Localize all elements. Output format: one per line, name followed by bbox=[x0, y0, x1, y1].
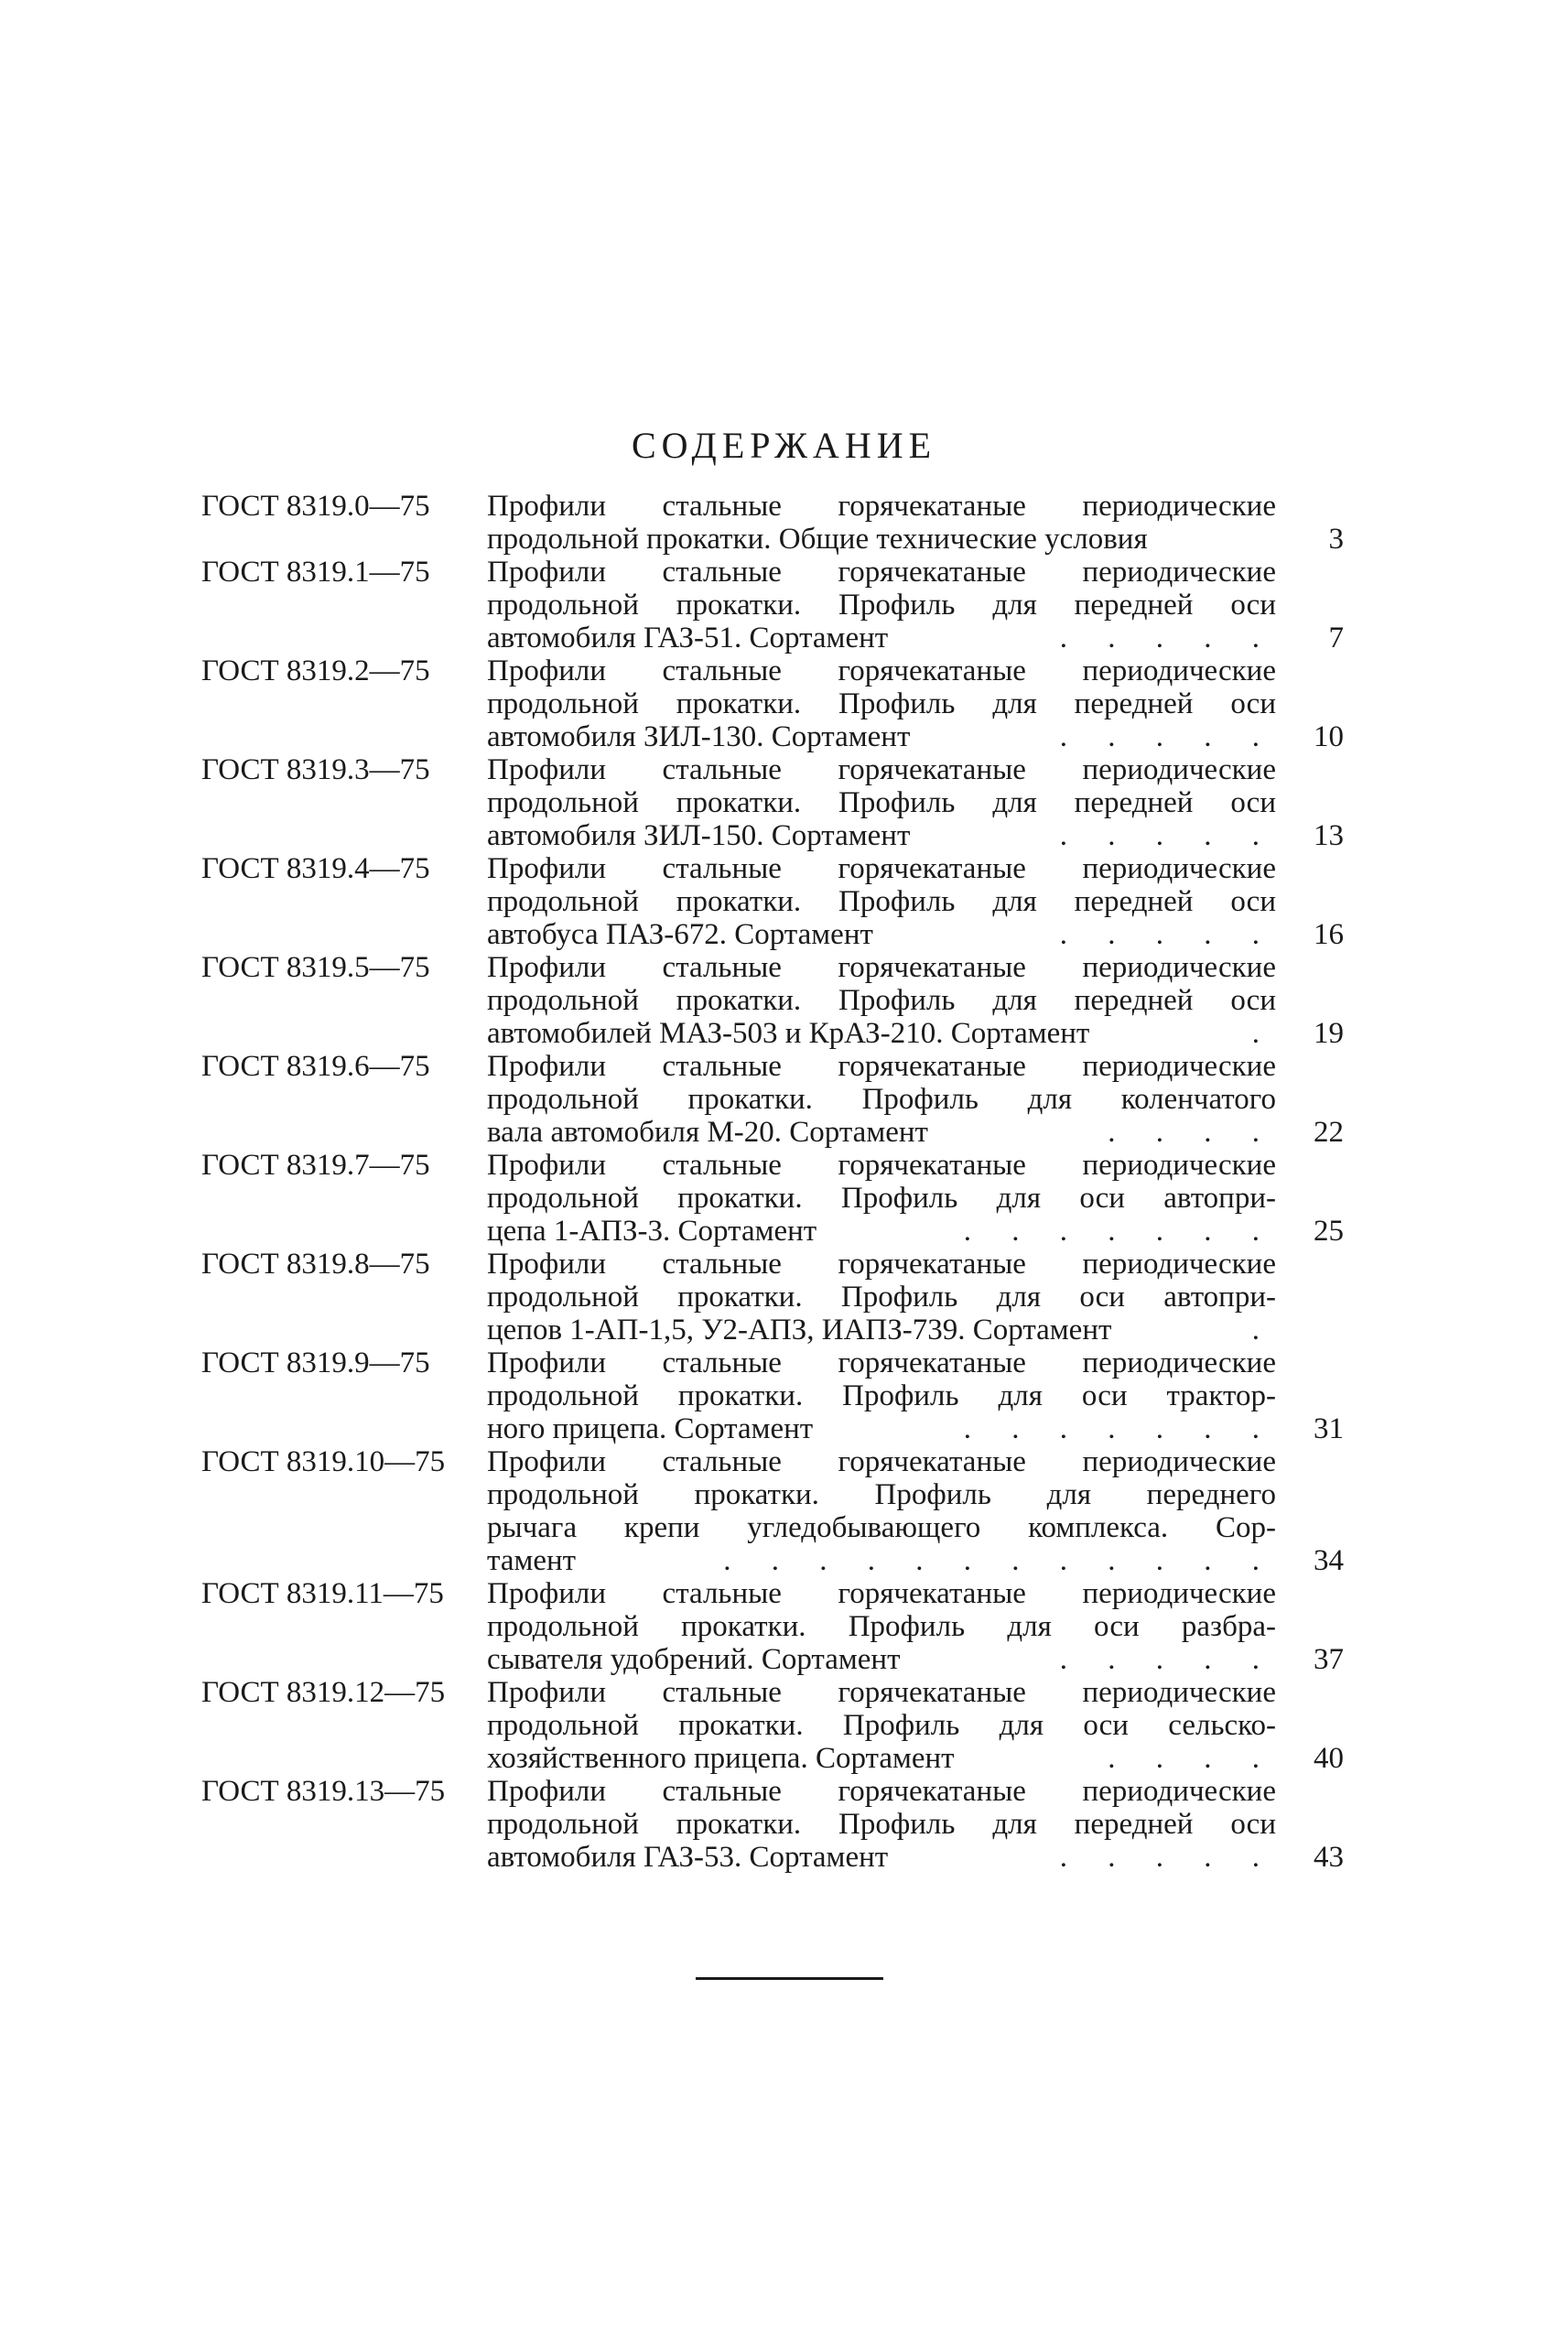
dot-leader: . . . . . . . bbox=[963, 1215, 1276, 1248]
page-number: 34 bbox=[1314, 1544, 1344, 1577]
entry-line-text: рычага крепи угледобывающего комплекса. Сор- bbox=[487, 1511, 1276, 1544]
entry-line-text: Профили стальные горячекатаные периодические bbox=[487, 1149, 1276, 1182]
entry-line bbox=[487, 1050, 1276, 1083]
dot-leader: . . . . bbox=[1108, 1742, 1276, 1775]
page-number: 37 bbox=[1314, 1643, 1344, 1676]
entry-line-text: продольной прокатки. Профиль для коленчатого bbox=[487, 1083, 1276, 1116]
entry-line bbox=[487, 1478, 1276, 1511]
entry-description bbox=[487, 490, 1276, 556]
entry-description bbox=[487, 1346, 1276, 1445]
entry-line-text: Профили стальные горячекатаные периодические bbox=[487, 1676, 1276, 1709]
entry-description bbox=[487, 556, 1276, 654]
dot-leader: . . . . bbox=[1108, 1116, 1276, 1149]
entry-line bbox=[487, 951, 1276, 984]
entry-description bbox=[487, 654, 1276, 753]
entry-line bbox=[487, 753, 1276, 786]
standard-code: ГОСТ 8319.5—75 bbox=[201, 951, 430, 984]
entry-line bbox=[487, 654, 1276, 687]
toc-entry bbox=[201, 951, 1355, 1050]
entry-line bbox=[487, 1116, 1276, 1149]
dot-leader: . . . . . bbox=[1059, 720, 1276, 753]
entry-line bbox=[487, 852, 1276, 885]
entry-line-text: автомобиля ГАЗ-53. Сортамент bbox=[487, 1841, 889, 1874]
entry-line bbox=[487, 1017, 1276, 1050]
entry-line bbox=[487, 589, 1276, 622]
standard-code: ГОСТ 8319.11—75 bbox=[201, 1577, 444, 1610]
page-number: 3 bbox=[1328, 523, 1344, 556]
entry-line bbox=[487, 687, 1276, 720]
entry-line-text: Профили стальные горячекатаные периодические bbox=[487, 753, 1276, 786]
standard-code: ГОСТ 8319.7—75 bbox=[201, 1149, 430, 1182]
entry-line bbox=[487, 1841, 1276, 1874]
entry-line-text: Профили стальные горячекатаные периодические bbox=[487, 654, 1276, 687]
entry-line bbox=[487, 1511, 1276, 1544]
dot-leader: . bbox=[1251, 1314, 1276, 1346]
entry-line-text: продольной прокатки. Профиль для передней оси bbox=[487, 589, 1276, 622]
table-of-contents bbox=[201, 490, 1355, 1874]
toc-entry bbox=[201, 1248, 1355, 1346]
entry-line-text: Профили стальные горячекатаные периодические bbox=[487, 1577, 1276, 1610]
entry-line bbox=[487, 523, 1276, 556]
entry-line bbox=[487, 1083, 1276, 1116]
entry-description bbox=[487, 852, 1276, 951]
entry-description bbox=[487, 1775, 1276, 1874]
entry-line bbox=[487, 1544, 1276, 1577]
toc-entry bbox=[201, 753, 1355, 852]
entry-line bbox=[487, 1577, 1276, 1610]
entry-line bbox=[487, 1709, 1276, 1742]
standard-code: ГОСТ 8319.0—75 bbox=[201, 490, 430, 523]
entry-description bbox=[487, 1248, 1276, 1346]
entry-line-text: Профили стальные горячекатаные периодические bbox=[487, 951, 1276, 984]
entry-line bbox=[487, 1412, 1276, 1445]
entry-line bbox=[487, 1281, 1276, 1314]
dot-leader: . . . . . bbox=[1059, 918, 1276, 951]
entry-line bbox=[487, 1215, 1276, 1248]
entry-line-text: Профили стальные горячекатаные периодические bbox=[487, 490, 1276, 523]
dot-leader: . . . . . bbox=[1059, 1643, 1276, 1676]
entry-line-text: продольной прокатки. Общие технические условия bbox=[487, 523, 1148, 556]
standard-code: ГОСТ 8319.13—75 bbox=[201, 1775, 446, 1808]
entry-line-text: продольной прокатки. Профиль для оси трактор- bbox=[487, 1379, 1276, 1412]
entry-line bbox=[487, 984, 1276, 1017]
entry-line-text: хозяйственного прицепа. Сортамент bbox=[487, 1742, 955, 1775]
entry-line-text: Профили стальные горячекатаные периодические bbox=[487, 1050, 1276, 1083]
entry-line-text: Профили стальные горячекатаные периодические bbox=[487, 1775, 1276, 1808]
entry-line-text: автомобиля ЗИЛ-130. Сортамент bbox=[487, 720, 911, 753]
entry-line-text: ного прицепа. Сортамент bbox=[487, 1412, 814, 1445]
entry-line bbox=[487, 556, 1276, 589]
toc-entry bbox=[201, 1577, 1355, 1676]
entry-line-text: продольной прокатки. Профиль для передней оси bbox=[487, 1808, 1276, 1841]
entry-line bbox=[487, 1182, 1276, 1215]
entry-line bbox=[487, 1676, 1276, 1709]
entry-line-text: Профили стальные горячекатаные периодические bbox=[487, 1445, 1276, 1478]
entry-line-text: автомобиля ГАЗ-51. Сортамент bbox=[487, 622, 889, 654]
entry-line-text: тамент bbox=[487, 1544, 577, 1577]
toc-entry bbox=[201, 1050, 1355, 1149]
entry-line bbox=[487, 1775, 1276, 1808]
entry-line-text: Профили стальные горячекатаные периодические bbox=[487, 556, 1276, 589]
entry-line bbox=[487, 720, 1276, 753]
entry-line bbox=[487, 1248, 1276, 1281]
entry-line-text: продольной прокатки. Профиль для передней оси bbox=[487, 687, 1276, 720]
entry-line-text: продольной прокатки. Профиль для оси автопри- bbox=[487, 1182, 1276, 1215]
toc-entry bbox=[201, 556, 1355, 654]
dot-leader: . . . . . bbox=[1059, 819, 1276, 852]
entry-line bbox=[487, 622, 1276, 654]
page-number: 7 bbox=[1328, 622, 1344, 654]
entry-line-text: продольной прокатки. Профиль для оси автопри- bbox=[487, 1281, 1276, 1314]
entry-line-text: Профили стальные горячекатаные периодические bbox=[487, 1248, 1276, 1281]
standard-code: ГОСТ 8319.9—75 bbox=[201, 1346, 430, 1379]
entry-description bbox=[487, 1050, 1276, 1149]
page-number: 40 bbox=[1314, 1742, 1344, 1775]
entry-line-text: автомобиля ЗИЛ-150. Сортамент bbox=[487, 819, 911, 852]
entry-line bbox=[487, 490, 1276, 523]
page-number: 25 bbox=[1314, 1215, 1344, 1248]
entry-line-text: продольной прокатки. Профиль для передней оси bbox=[487, 984, 1276, 1017]
page-number: 43 bbox=[1314, 1841, 1344, 1874]
toc-entry bbox=[201, 852, 1355, 951]
toc-entry bbox=[201, 1445, 1355, 1577]
entry-line-text: цепа 1-АПЗ-3. Сортамент bbox=[487, 1215, 817, 1248]
dot-leader: . . . . . bbox=[1059, 1841, 1276, 1874]
entry-line bbox=[487, 1346, 1276, 1379]
dot-leader: . . . . . . . bbox=[963, 1412, 1276, 1445]
entry-description bbox=[487, 1149, 1276, 1248]
entry-line bbox=[487, 1379, 1276, 1412]
entry-description bbox=[487, 951, 1276, 1050]
toc-entry bbox=[201, 1346, 1355, 1445]
standard-code: ГОСТ 8319.3—75 bbox=[201, 753, 430, 786]
entry-line-text: цепов 1-АП-1,5, У2-АПЗ, ИАПЗ-739. Сортамент bbox=[487, 1314, 1112, 1346]
entry-line bbox=[487, 1149, 1276, 1182]
dot-leader: . . . . . . . . . . . . bbox=[723, 1544, 1276, 1577]
toc-entry bbox=[201, 1676, 1355, 1775]
entry-line bbox=[487, 819, 1276, 852]
page-number: 16 bbox=[1314, 918, 1344, 951]
entry-line bbox=[487, 918, 1276, 951]
entry-line-text: продольной прокатки. Профиль для передней оси bbox=[487, 786, 1276, 819]
standard-code: ГОСТ 8319.8—75 bbox=[201, 1248, 430, 1281]
entry-line-text: автомобилей МАЗ-503 и КрАЗ-210. Сортамент bbox=[487, 1017, 1090, 1050]
standard-code: ГОСТ 8319.12—75 bbox=[201, 1676, 446, 1709]
dot-leader: . bbox=[1251, 1017, 1276, 1050]
toc-entry bbox=[201, 1775, 1355, 1874]
entry-description bbox=[487, 1676, 1276, 1775]
entry-line-text: продольной прокатки. Профиль для переднего bbox=[487, 1478, 1276, 1511]
toc-entry bbox=[201, 654, 1355, 753]
standard-code: ГОСТ 8319.4—75 bbox=[201, 852, 430, 885]
entry-line-text: Профили стальные горячекатаные периодические bbox=[487, 852, 1276, 885]
entry-line bbox=[487, 786, 1276, 819]
entry-line bbox=[487, 1643, 1276, 1676]
entry-description bbox=[487, 1445, 1276, 1577]
entry-line bbox=[487, 1610, 1276, 1643]
entry-line-text: сывателя удобрений. Сортамент bbox=[487, 1643, 901, 1676]
standard-code: ГОСТ 8319.10—75 bbox=[201, 1445, 446, 1478]
dot-leader: . . . . . bbox=[1059, 622, 1276, 654]
entry-line-text: продольной прокатки. Профиль для передней оси bbox=[487, 885, 1276, 918]
closing-rule bbox=[696, 1977, 883, 1980]
entry-line bbox=[487, 1445, 1276, 1478]
entry-line-text: продольной прокатки. Профиль для оси разбра- bbox=[487, 1610, 1276, 1643]
entry-line-text: вала автомобиля М-20. Сортамент bbox=[487, 1116, 928, 1149]
standard-code: ГОСТ 8319.6—75 bbox=[201, 1050, 430, 1083]
entry-description bbox=[487, 753, 1276, 852]
page-number: 13 bbox=[1314, 819, 1344, 852]
entry-line bbox=[487, 1808, 1276, 1841]
entry-line-text: продольной прокатки. Профиль для оси сельско- bbox=[487, 1709, 1276, 1742]
toc-entry bbox=[201, 1149, 1355, 1248]
page-number: 31 bbox=[1314, 1412, 1344, 1445]
entry-line-text: автобуса ПАЗ-672. Сортамент bbox=[487, 918, 873, 951]
page-number: 19 bbox=[1314, 1017, 1344, 1050]
standard-code: ГОСТ 8319.2—75 bbox=[201, 654, 430, 687]
toc-entry bbox=[201, 490, 1355, 556]
entry-line bbox=[487, 1742, 1276, 1775]
page-title: СОДЕРЖАНИЕ bbox=[631, 425, 937, 466]
page-number: 22 bbox=[1314, 1116, 1344, 1149]
entry-line bbox=[487, 1314, 1276, 1346]
entry-description bbox=[487, 1577, 1276, 1676]
entry-line-text: Профили стальные горячекатаные периодические bbox=[487, 1346, 1276, 1379]
entry-line bbox=[487, 885, 1276, 918]
standard-code: ГОСТ 8319.1—75 bbox=[201, 556, 430, 589]
page-number: 10 bbox=[1314, 720, 1344, 753]
